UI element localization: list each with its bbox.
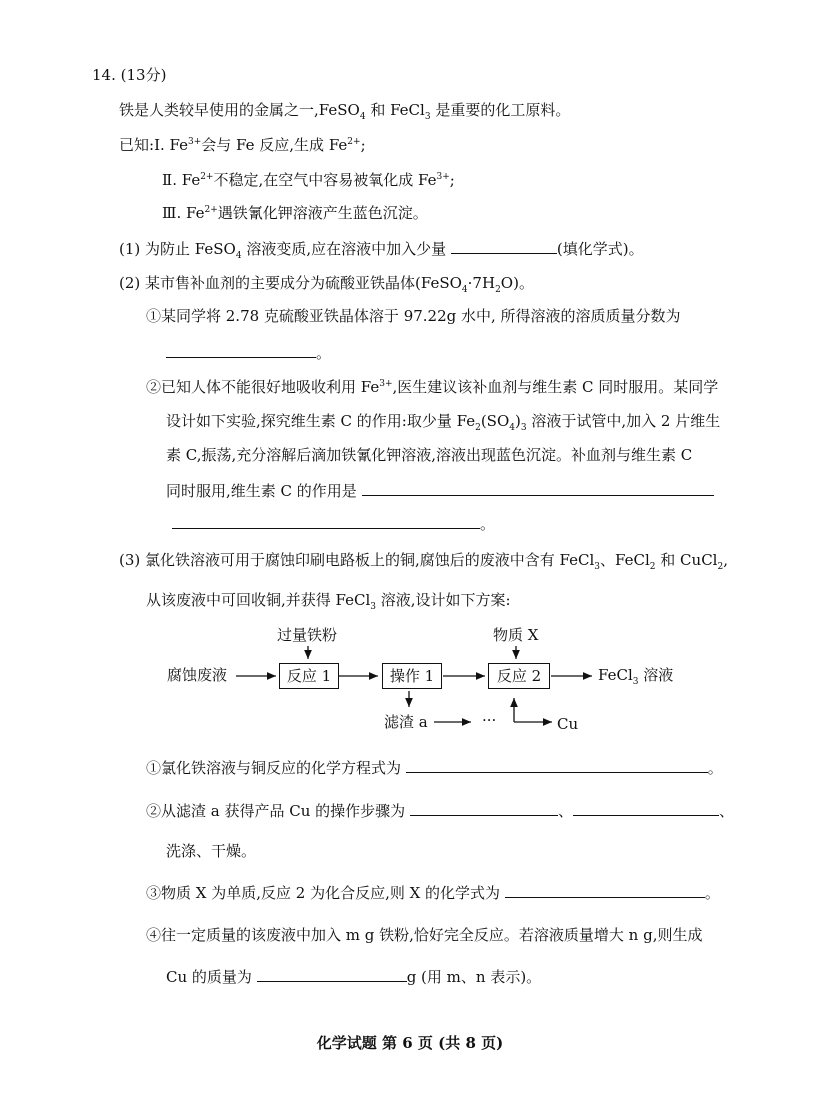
part3-q4-blank[interactable]	[257, 966, 407, 982]
part3-line2: 从该废液中可回收铜,并获得 FeCl$_3$ 溶液,设计如下方案:	[146, 591, 511, 612]
part3-q4-line1: ④往一定质量的该废液中加入 m g 铁粉,恰好完全反应。若溶液质量增大 n g,则生成	[146, 926, 703, 944]
question-score: (13分)	[120, 66, 167, 84]
part3-q1: ①氯化铁溶液与铜反应的化学方程式为 。	[146, 759, 723, 777]
part2-q1-answer: 。	[166, 342, 331, 363]
flow-box-operation1: 操作 1	[382, 663, 442, 689]
flow-residue-label: 滤渣 a	[384, 713, 428, 731]
part3-q2-blank-2[interactable]	[573, 800, 719, 816]
part3-q2-blank-1[interactable]	[410, 800, 558, 816]
known-3: Ⅲ. $Fe^{2+}$遇铁氰化钾溶液产生蓝色沉淀。	[162, 204, 428, 222]
known-label: 已知:	[119, 136, 155, 154]
known-2: Ⅱ. $Fe^{2+}$不稳定,在空气中容易被氧化成 $Fe^{3+}$;	[162, 171, 455, 189]
part3-q3: ③物质 X 为单质,反应 2 为化合反应,则 X 的化学式为 。	[146, 884, 720, 902]
question-intro: 铁是人类较早使用的金属之一,FeSO$_4$ 和 FeCl$_3$ 是重要的化工原料。	[119, 101, 571, 122]
known-1: 已知:Ⅰ. $Fe^{3+}$会与 Fe 反应,生成 $Fe^{2+}$;	[119, 136, 366, 154]
part1-question: (1) 为防止 FeSO$_4$ 溶液变质,应在溶液中加入少量 (填化学式)。	[119, 240, 644, 261]
part3-line1: (3) 氯化铁溶液可用于腐蚀印刷电路板上的铜,腐蚀后的废液中含有 FeCl$_3$、FeCl$_2$ 和 CuCl$_2$,	[119, 551, 728, 572]
part2-q2-line3: 素 C,振荡,充分溶解后滴加铁氰化钾溶液,溶液出现蓝色沉淀。补血剂与维生素 C	[166, 446, 693, 464]
part2-q2-line4: 同时服用,维生素 C 的作用是	[166, 480, 714, 501]
part3-q4-line2: Cu 的质量为 g (用 m、n 表示)。	[166, 968, 542, 986]
flow-product-label: FeCl$_3$ 溶液	[598, 666, 674, 687]
flow-box-reaction1: 反应 1	[279, 663, 339, 689]
flow-reagent2-label: 物质 X	[493, 626, 539, 644]
flow-box-reaction2: 反应 2	[488, 663, 550, 689]
part2-q2-line1: ②已知人体不能很好地吸收利用 $Fe^{3+}$,医生建议该补血剂与维生素 C 同时服用。某同学	[146, 378, 719, 396]
part3-q2-cont: 洗涤、干燥。	[166, 842, 257, 860]
flow-reagent1-label: 过量铁粉	[277, 626, 338, 644]
flow-dots: ···	[482, 711, 497, 729]
question-number: 14.	[92, 66, 116, 84]
part2-q1: ①某同学将 2.78 克硫酸亚铁晶体溶于 97.22g 水中, 所得溶液的溶质质量分数为	[146, 307, 681, 325]
part2-q2-line2: 设计如下实验,探究维生素 C 的作用:取少量 $Fe_2(SO_4)_3$ 溶液于试管中,加入 2 片维生	[166, 412, 721, 433]
flow-start-label: 腐蚀废液	[167, 666, 228, 684]
part3-q2: ②从滤渣 a 获得产品 Cu 的操作步骤为 、 、	[146, 802, 734, 820]
page-footer: 化学试题 第 6 页 (共 8 页)	[316, 1034, 504, 1052]
part3-q3-blank[interactable]	[505, 882, 705, 898]
part3-q1-blank[interactable]	[406, 757, 708, 773]
part2-q2-line5: 。	[172, 513, 495, 534]
flow-cu-label: Cu	[557, 715, 579, 733]
part2-title: (2) 某市售补血剂的主要成分为硫酸亚铁晶体$(FeSO_4\cdot 7H_2O)$。	[119, 274, 534, 295]
